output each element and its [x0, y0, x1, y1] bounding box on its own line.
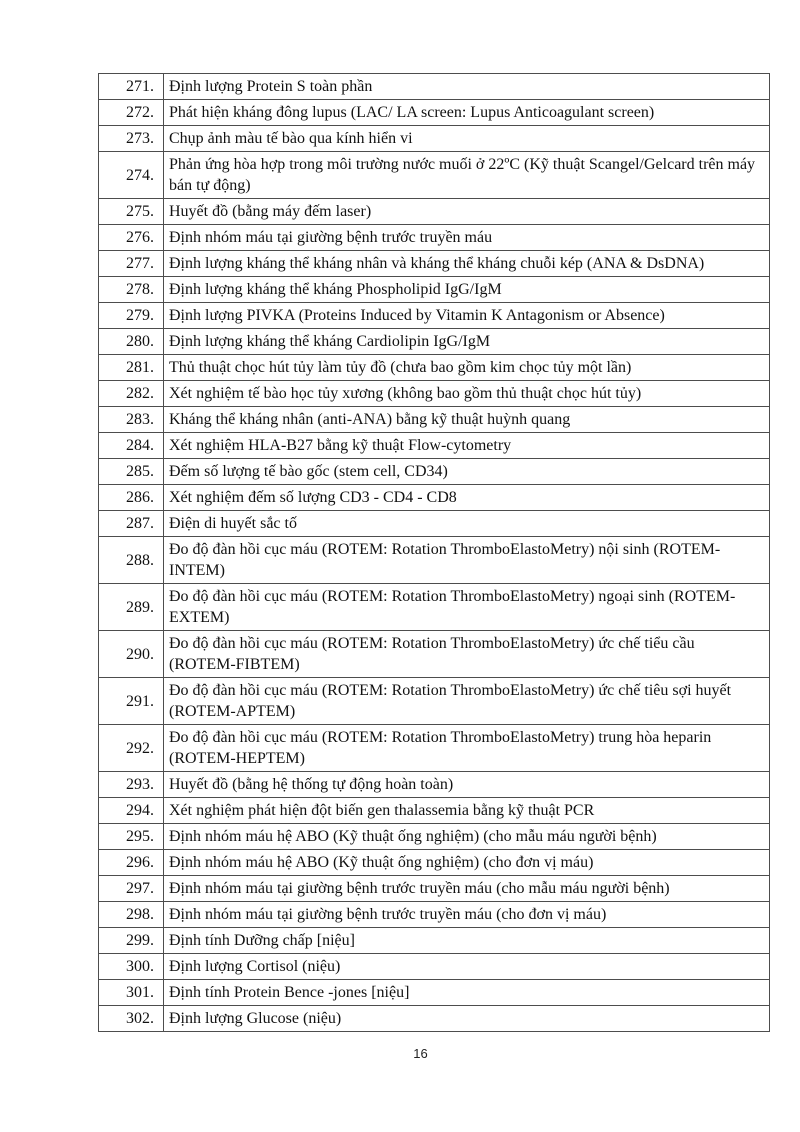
table-row	[99, 126, 770, 152]
table-row	[99, 277, 770, 303]
service-name: Định lượng Protein S toàn phần	[164, 74, 770, 100]
row-number: 302.	[99, 1006, 164, 1032]
row-number: 292.	[99, 725, 164, 772]
table-row	[99, 433, 770, 459]
service-name: Định lượng Cortisol (niệu)	[164, 954, 770, 980]
service-name: Kháng thể kháng nhân (anti-ANA) bằng kỹ thuật huỳnh quang	[164, 407, 770, 433]
row-number: 294.	[99, 798, 164, 824]
table-row	[99, 303, 770, 329]
row-number: 287.	[99, 511, 164, 537]
service-name: Phản ứng hòa hợp trong môi trường nước muối ở 22ºC (Kỹ thuật Scangel/Gelcard trên máy bán tự động)	[164, 152, 770, 199]
service-name: Xét nghiệm đếm số lượng CD3 - CD4 - CD8	[164, 485, 770, 511]
service-name: Huyết đồ (bằng máy đếm laser)	[164, 199, 770, 225]
service-name: Định lượng kháng thể kháng nhân và kháng thể kháng chuỗi kép (ANA & DsDNA)	[164, 251, 770, 277]
service-name: Xét nghiệm HLA-B27 bằng kỹ thuật Flow-cytometry	[164, 433, 770, 459]
table-row	[99, 199, 770, 225]
table-row	[99, 954, 770, 980]
table-row	[99, 329, 770, 355]
table-row	[99, 798, 770, 824]
service-name: Định nhóm máu hệ ABO (Kỹ thuật ống nghiệm) (cho mẫu máu người bệnh)	[164, 824, 770, 850]
row-number: 288.	[99, 537, 164, 584]
table-row	[99, 355, 770, 381]
service-name: Định nhóm máu hệ ABO (Kỹ thuật ống nghiệm) (cho đơn vị máu)	[164, 850, 770, 876]
row-number: 289.	[99, 584, 164, 631]
table-row	[99, 74, 770, 100]
service-name: Đo độ đàn hồi cục máu (ROTEM: Rotation ThromboElastoMetry) trung hòa heparin (ROTEM-HEPTEM)	[164, 725, 770, 772]
row-number: 298.	[99, 902, 164, 928]
table-row	[99, 678, 770, 725]
services-table	[98, 73, 770, 1032]
row-number: 283.	[99, 407, 164, 433]
service-name: Thủ thuật chọc hút tủy làm tủy đồ (chưa bao gồm kim chọc tủy một lần)	[164, 355, 770, 381]
table-row	[99, 511, 770, 537]
service-name: Đo độ đàn hồi cục máu (ROTEM: Rotation ThromboElastoMetry) nội sinh (ROTEM-INTEM)	[164, 537, 770, 584]
service-name: Đo độ đàn hồi cục máu (ROTEM: Rotation ThromboElastoMetry) ức chế tiêu sợi huyết (ROTEM-APTEM)	[164, 678, 770, 725]
table-row	[99, 876, 770, 902]
service-name: Định tính Dưỡng chấp [niệu]	[164, 928, 770, 954]
row-number: 281.	[99, 355, 164, 381]
row-number: 301.	[99, 980, 164, 1006]
services-table-body	[99, 74, 770, 1032]
table-row	[99, 902, 770, 928]
service-name: Phát hiện kháng đông lupus (LAC/ LA screen: Lupus Anticoagulant screen)	[164, 100, 770, 126]
service-name: Định nhóm máu tại giường bệnh trước truyền máu (cho đơn vị máu)	[164, 902, 770, 928]
service-name: Định nhóm máu tại giường bệnh trước truyền máu (cho mẫu máu người bệnh)	[164, 876, 770, 902]
row-number: 297.	[99, 876, 164, 902]
table-row	[99, 459, 770, 485]
table-row	[99, 631, 770, 678]
row-number: 278.	[99, 277, 164, 303]
table-row	[99, 850, 770, 876]
service-name: Xét nghiệm tế bào học tủy xương (không bao gồm thủ thuật chọc hút tủy)	[164, 381, 770, 407]
row-number: 274.	[99, 152, 164, 199]
row-number: 295.	[99, 824, 164, 850]
table-row	[99, 537, 770, 584]
service-name: Định lượng PIVKA (Proteins Induced by Vitamin K Antagonism or Absence)	[164, 303, 770, 329]
table-row	[99, 772, 770, 798]
service-name: Đo độ đàn hồi cục máu (ROTEM: Rotation ThromboElastoMetry) ngoại sinh (ROTEM-EXTEM)	[164, 584, 770, 631]
table-row	[99, 980, 770, 1006]
service-name: Đếm số lượng tế bào gốc (stem cell, CD34)	[164, 459, 770, 485]
row-number: 290.	[99, 631, 164, 678]
table-row	[99, 824, 770, 850]
row-number: 293.	[99, 772, 164, 798]
table-row	[99, 928, 770, 954]
row-number: 272.	[99, 100, 164, 126]
service-name: Huyết đồ (bằng hệ thống tự động hoàn toàn)	[164, 772, 770, 798]
row-number: 285.	[99, 459, 164, 485]
service-name: Xét nghiệm phát hiện đột biến gen thalassemia bằng kỹ thuật PCR	[164, 798, 770, 824]
row-number: 277.	[99, 251, 164, 277]
table-row	[99, 251, 770, 277]
service-name: Chụp ảnh màu tế bào qua kính hiển vi	[164, 126, 770, 152]
table-row	[99, 100, 770, 126]
table-row	[99, 725, 770, 772]
table-row	[99, 407, 770, 433]
row-number: 279.	[99, 303, 164, 329]
row-number: 280.	[99, 329, 164, 355]
table-row	[99, 485, 770, 511]
row-number: 299.	[99, 928, 164, 954]
row-number: 273.	[99, 126, 164, 152]
row-number: 296.	[99, 850, 164, 876]
service-name: Đo độ đàn hồi cục máu (ROTEM: Rotation ThromboElastoMetry) ức chế tiểu cầu (ROTEM-FIBTEM)	[164, 631, 770, 678]
row-number: 286.	[99, 485, 164, 511]
page-number: 16	[413, 1046, 428, 1061]
service-name: Định tính Protein Bence -jones [niệu]	[164, 980, 770, 1006]
row-number: 291.	[99, 678, 164, 725]
row-number: 276.	[99, 225, 164, 251]
row-number: 282.	[99, 381, 164, 407]
row-number: 271.	[99, 74, 164, 100]
table-row	[99, 381, 770, 407]
row-number: 275.	[99, 199, 164, 225]
table-row	[99, 225, 770, 251]
table-row	[99, 584, 770, 631]
service-name: Định lượng kháng thể kháng Cardiolipin IgG/IgM	[164, 329, 770, 355]
row-number: 284.	[99, 433, 164, 459]
service-name: Định lượng Glucose (niệu)	[164, 1006, 770, 1032]
service-name: Định lượng kháng thể kháng Phospholipid IgG/IgM	[164, 277, 770, 303]
table-row	[99, 1006, 770, 1032]
table-row	[99, 152, 770, 199]
service-name: Định nhóm máu tại giường bệnh trước truyền máu	[164, 225, 770, 251]
service-name: Điện di huyết sắc tố	[164, 511, 770, 537]
row-number: 300.	[99, 954, 164, 980]
